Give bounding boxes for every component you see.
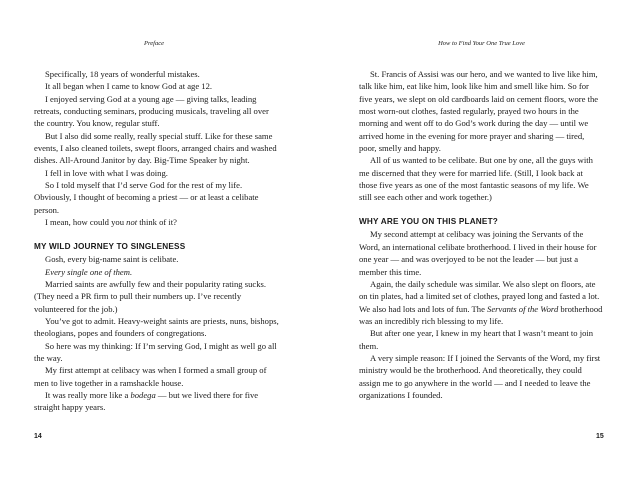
paragraph	[34, 167, 280, 179]
text-run: Again, the daily schedule was similar. We also slept on floors, ate on tin plates, had a limited set of clothes, prayed long and fasted a lot. We also had lots and lots of fun. The	[359, 278, 600, 314]
paragraph	[359, 352, 603, 401]
italic-text: bodega	[130, 389, 156, 400]
paragraph	[34, 364, 280, 389]
paragraph	[359, 68, 603, 154]
italic-text: Every single one of them.	[45, 266, 133, 277]
text-run: I mean, how could you	[45, 217, 127, 228]
text-run: You’ve got to admit. Heavy-weight saints are priests, nuns, bishops, theologians, popes and founders of congregations.	[34, 315, 279, 339]
right-page	[319, 0, 638, 479]
text-run: My second attempt at celibacy was joining the Servants of the Word, an international celibate brotherhood. I lived in their house for one year — and was overjoyed to be not the leader — but just a member this time.	[359, 229, 597, 277]
paragraph	[359, 228, 603, 277]
page-number-left: 14	[34, 433, 42, 440]
paragraph	[34, 315, 280, 340]
body-text-right	[359, 68, 603, 401]
paragraph	[34, 340, 280, 365]
text-run: So I told myself that I’d serve God for the rest of my life. Obviously, I thought of becoming a priest — or at least a celibate person.	[34, 180, 259, 215]
italic-text: Servants of the Word	[487, 303, 559, 314]
paragraph	[34, 130, 280, 167]
section-spacer	[34, 228, 280, 240]
text-run: Gosh, every big-name saint is celibate.	[45, 254, 179, 265]
text-run: Specifically, 18 years of wonderful mistakes.	[45, 69, 200, 79]
paragraph	[34, 80, 280, 92]
paragraph	[34, 68, 280, 80]
text-run: I fell in love with what I was doing.	[45, 167, 168, 178]
text-run: It was really more like a	[45, 389, 131, 400]
page-number-right: 15	[596, 433, 604, 440]
text-run: My first attempt at celibacy was when I formed a small group of men to live together in a ramshackle house.	[34, 365, 267, 388]
text-run: Married saints are awfully few and their popularity rating sucks. (They need a PR firm to pull their numbers up. I’ve recently volunteered for the job.)	[34, 278, 266, 314]
section-heading: WHY ARE YOU ON THIS PLANET?	[359, 217, 498, 227]
section-heading: MY WILD JOURNEY TO SINGLENESS	[34, 241, 186, 251]
text-run: A very simple reason: If I joined the Servants of the Word, my first ministry would be the brotherhood. And theoretically, they could assign me to go anywhere in the world — and I needed to leave the organizations I founded.	[359, 352, 601, 400]
text-run: But after one year, I knew in my heart that I wasn’t meant to join them.	[359, 328, 594, 351]
paragraph	[34, 389, 280, 414]
paragraph	[34, 216, 280, 228]
paragraph	[34, 253, 280, 265]
paragraph	[34, 93, 280, 130]
paragraph	[34, 266, 280, 278]
paragraph	[34, 278, 280, 315]
text-run: think of it?	[137, 217, 178, 228]
text-run: St. Francis of Assisi was our hero, and we wanted to live like him, talk like him, eat like him, look like him and smell like him. So for five years, we slept on old cardboards laid on cement floors, wore the most worn-out clothes, fasted regularly, prayed two hours in the morning and went off to do God’s work during the day — until we arrived home in the evening for more prayer and sharing — tired, poor, smelly and happy.	[359, 69, 599, 154]
text-run: I enjoyed serving God at a young age — giving talks, leading retreats, conducting seminars, producing musicals, traveling all over the country. You know, regular stuff.	[34, 93, 269, 129]
text-run: So here was my thinking: If I’m serving God, I might as well go all the way.	[34, 340, 277, 363]
text-run: — but we lived there for five straight happy years.	[34, 389, 259, 413]
section-spacer	[359, 204, 603, 216]
text-run: But I also did some really, really special stuff. Like for these same events, I also cleaned toilets, swept floors, arranged chairs and washed dishes. All-Around Janitor by day. Big-Time Speaker by night.	[34, 130, 277, 166]
text-run: All of us wanted to be celibate. But one by one, all the guys with me discerned that they were for married life. (Still, I look back at those five years as one of the most fantastic seasons of my life. We still see each other and work together.)	[359, 155, 593, 203]
running-head-right: How to Find Your One True Love	[438, 40, 525, 47]
paragraph	[359, 278, 603, 327]
paragraph	[359, 154, 603, 203]
paragraph	[359, 327, 603, 352]
body-text-left	[34, 68, 280, 414]
running-head-left: Preface	[144, 40, 164, 47]
paragraph	[34, 179, 280, 216]
italic-text: not	[126, 217, 138, 228]
text-run: It all began when I came to know God at age 12.	[45, 81, 213, 92]
text-run: brotherhood was an incredibly rich blessing to my life.	[359, 303, 603, 326]
